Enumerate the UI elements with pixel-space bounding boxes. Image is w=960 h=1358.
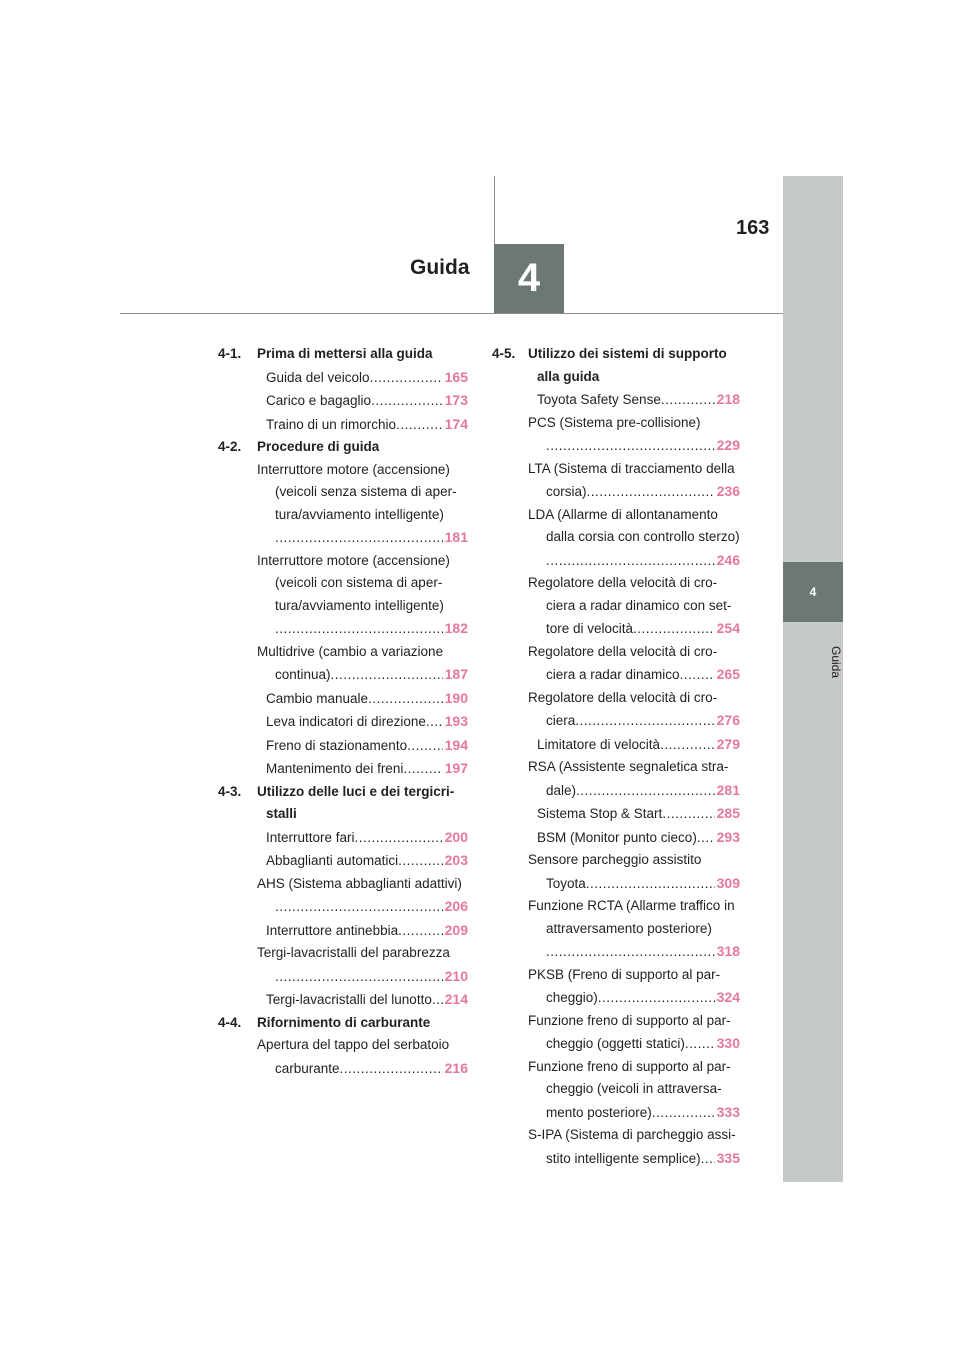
entry-title-line: ciera a radar dinamico con set- bbox=[546, 597, 732, 613]
entry-title-line: LDA (Allarme di allontanamento bbox=[528, 506, 718, 522]
entry-leader-line bbox=[266, 895, 468, 919]
entry-title-line: Interruttore fari bbox=[266, 829, 355, 845]
dot-leader bbox=[575, 710, 714, 733]
toc-entry[interactable] bbox=[218, 826, 468, 850]
toc-entry[interactable] bbox=[218, 413, 468, 437]
entry-title-line: cheggio) bbox=[546, 990, 598, 1005]
entry-title-line: Tergi-lavacristalli del parabrezza bbox=[257, 945, 450, 960]
entry-title-line: PCS (Sistema pre-collisione) bbox=[528, 414, 701, 430]
toc-entry[interactable] bbox=[492, 826, 740, 850]
entry-leader-line bbox=[537, 480, 740, 504]
page-link[interactable]: 165 bbox=[444, 368, 468, 385]
page-link[interactable]: 229 bbox=[716, 437, 740, 453]
entry-title-line: dale) bbox=[546, 782, 577, 798]
entry-title-line: Funzione RCTA (Allarme traffico in bbox=[528, 898, 735, 913]
dot-leader bbox=[701, 1148, 715, 1171]
dot-leader bbox=[275, 966, 443, 989]
page-link[interactable]: 335 bbox=[716, 1149, 740, 1166]
page-link[interactable]: 209 bbox=[444, 921, 468, 938]
dot-leader bbox=[398, 850, 443, 873]
entry-title-line: AHS (Sistema abbaglianti adattivi) bbox=[257, 875, 462, 891]
section-number: 4-5. bbox=[492, 346, 516, 361]
page-link[interactable]: 324 bbox=[716, 989, 740, 1005]
dot-leader bbox=[546, 550, 715, 573]
page-link[interactable]: 194 bbox=[444, 736, 468, 753]
toc-entry[interactable] bbox=[492, 412, 740, 458]
entry-title-line: Interruttore motore (accensione) bbox=[257, 461, 450, 477]
toc-entry[interactable] bbox=[218, 389, 468, 413]
entry-title-line: Mantenimento dei freni bbox=[266, 761, 404, 776]
dot-leader bbox=[403, 758, 442, 781]
entry-leader-line bbox=[266, 965, 468, 989]
toc-entry[interactable] bbox=[492, 1056, 740, 1125]
section-title-line: Utilizzo delle luci e dei tergicri- bbox=[257, 783, 455, 799]
dot-leader bbox=[697, 827, 715, 850]
toc-section-heading bbox=[218, 436, 468, 459]
toc-entry[interactable] bbox=[492, 1124, 740, 1170]
page-link[interactable]: 193 bbox=[444, 713, 468, 729]
entry-leader-line bbox=[537, 549, 740, 573]
page-number: 163 bbox=[736, 217, 770, 239]
toc-left-column bbox=[218, 343, 468, 1080]
entry-leader-line bbox=[266, 710, 468, 734]
dot-leader bbox=[586, 873, 715, 896]
section-title-line: Prima di mettersi alla guida bbox=[257, 346, 433, 361]
entry-leader-line bbox=[266, 687, 468, 711]
chapter-number-box: 4 bbox=[494, 244, 564, 313]
entry-leader-line bbox=[266, 826, 468, 850]
toc-entry[interactable] bbox=[218, 734, 468, 758]
entry-title-line: Traino di un rimorchio bbox=[266, 416, 397, 432]
entry-title-line: (veicoli senza sistema di aper- bbox=[275, 484, 457, 499]
entry-title-line: continua) bbox=[275, 667, 331, 682]
page-link[interactable]: 265 bbox=[716, 666, 740, 682]
dot-leader bbox=[275, 896, 443, 919]
toc-section-heading bbox=[492, 343, 740, 388]
page-link[interactable]: 216 bbox=[444, 1059, 468, 1076]
entry-leader-line bbox=[537, 709, 740, 733]
entry-title-line: ciera a radar dinamico bbox=[546, 667, 680, 682]
entry-title-line: RSA (Assistente segnaletica stra- bbox=[528, 759, 729, 774]
section-title-line: Rifornimento di carburante bbox=[257, 1014, 431, 1030]
entry-leader-line bbox=[537, 388, 740, 412]
entry-leader-line bbox=[266, 413, 468, 437]
toc-entry[interactable] bbox=[218, 873, 468, 919]
entry-title-line: Regolatore della velocità di cro- bbox=[528, 689, 718, 705]
entry-title-line: tore di velocità bbox=[546, 621, 634, 636]
entry-title-line: ciera bbox=[546, 713, 576, 728]
entry-leader-line bbox=[266, 366, 468, 390]
toc-entry[interactable] bbox=[492, 733, 740, 757]
dot-leader bbox=[396, 414, 443, 437]
dot-leader bbox=[275, 527, 443, 550]
entry-title-line: carburante bbox=[275, 1060, 340, 1076]
toc-entry[interactable] bbox=[492, 572, 740, 641]
toc-entry[interactable] bbox=[492, 895, 740, 964]
toc-entry[interactable] bbox=[492, 849, 740, 895]
toc-entry[interactable] bbox=[218, 366, 468, 390]
entry-title-line: Carico e bagaglio bbox=[266, 393, 372, 408]
toc-entry[interactable] bbox=[218, 757, 468, 781]
dot-leader bbox=[546, 435, 715, 458]
page-link[interactable]: 281 bbox=[716, 781, 740, 798]
entry-leader-line bbox=[537, 986, 740, 1010]
section-title-line: stalli bbox=[266, 806, 297, 821]
entry-title-line: Sensore parcheggio assistito bbox=[528, 852, 702, 867]
entry-leader-line bbox=[266, 757, 468, 781]
dot-leader bbox=[598, 987, 715, 1010]
entry-title-line: cheggio (oggetti statici) bbox=[546, 1036, 685, 1051]
dot-leader bbox=[340, 1058, 443, 1081]
toc-entry[interactable] bbox=[218, 687, 468, 711]
page-link[interactable]: 236 bbox=[716, 483, 740, 499]
entry-leader-line bbox=[537, 1101, 740, 1125]
toc-entry[interactable] bbox=[218, 550, 468, 641]
section-number: 4-2. bbox=[218, 439, 242, 454]
toc-section-heading bbox=[218, 343, 468, 366]
page-link[interactable]: 214 bbox=[444, 991, 468, 1007]
toc-entry[interactable] bbox=[492, 802, 740, 826]
dot-leader bbox=[355, 827, 443, 850]
dot-leader bbox=[680, 664, 715, 687]
entry-leader-line bbox=[537, 802, 740, 826]
toc-entry[interactable] bbox=[218, 942, 468, 988]
page-link[interactable]: 318 bbox=[716, 943, 740, 959]
toc-entry[interactable] bbox=[492, 756, 740, 802]
dot-leader bbox=[371, 390, 443, 413]
entry-leader-line bbox=[266, 1057, 468, 1081]
entry-leader-line bbox=[537, 779, 740, 803]
toc-entry[interactable] bbox=[218, 988, 468, 1012]
entry-title-line: BSM (Monitor punto cieco) bbox=[537, 829, 697, 845]
entry-title-line: Toyota bbox=[546, 875, 586, 891]
section-number: 4-3. bbox=[218, 783, 242, 799]
dot-leader bbox=[407, 735, 443, 758]
dot-leader bbox=[370, 367, 443, 390]
entry-leader-line bbox=[537, 826, 740, 850]
entry-leader-line bbox=[266, 919, 468, 943]
entry-title-line: Cambio manuale bbox=[266, 690, 369, 706]
entry-leader-line bbox=[537, 733, 740, 757]
side-tab-number[interactable]: 4 bbox=[783, 562, 843, 622]
dot-leader bbox=[398, 920, 443, 943]
entry-title-line: Abbaglianti automatici bbox=[266, 853, 399, 868]
page-link[interactable]: 173 bbox=[444, 392, 468, 408]
entry-title-line: cheggio (veicoli in attraversa- bbox=[546, 1081, 722, 1096]
entry-leader-line bbox=[266, 617, 468, 641]
entry-title-line: (veicoli con sistema di aper- bbox=[275, 575, 443, 590]
section-title-line: Utilizzo dei sistemi di supporto bbox=[528, 346, 727, 361]
toc-entry[interactable] bbox=[492, 1010, 740, 1056]
entry-title-line: Funzione freno di supporto al par- bbox=[528, 1058, 731, 1074]
entry-leader-line bbox=[537, 663, 740, 687]
toc-entry[interactable] bbox=[218, 849, 468, 873]
entry-title-line: Sistema Stop & Start bbox=[537, 806, 663, 821]
entry-title-line: stito intelligente semplice) bbox=[546, 1150, 701, 1166]
page-link[interactable]: 309 bbox=[716, 874, 740, 891]
page-link[interactable]: 203 bbox=[444, 852, 468, 868]
toc-entry[interactable] bbox=[218, 919, 468, 943]
entry-leader-line bbox=[537, 434, 740, 458]
page-link[interactable]: 293 bbox=[716, 828, 740, 845]
toc-entry[interactable] bbox=[492, 388, 740, 412]
toc-entry[interactable] bbox=[492, 458, 740, 504]
toc-entry[interactable] bbox=[492, 964, 740, 1010]
header-horizontal-rule bbox=[120, 313, 783, 314]
entry-title-line: Funzione freno di supporto al par- bbox=[528, 1012, 731, 1028]
dot-leader bbox=[368, 688, 443, 711]
entry-title-line: Tergi-lavacristalli del lunotto bbox=[266, 992, 432, 1007]
page-link[interactable]: 190 bbox=[444, 689, 468, 706]
page-link[interactable]: 182 bbox=[444, 620, 468, 636]
side-tab-label: Guida bbox=[829, 645, 843, 679]
entry-leader-line bbox=[266, 663, 468, 687]
entry-leader-line bbox=[537, 1032, 740, 1056]
page-link[interactable]: 276 bbox=[716, 712, 740, 728]
toc-entry[interactable] bbox=[492, 687, 740, 733]
dot-leader bbox=[546, 941, 715, 964]
entry-title-line: corsia) bbox=[546, 484, 587, 499]
entry-leader-line bbox=[537, 872, 740, 896]
entry-title-line: S-IPA (Sistema di parcheggio assi- bbox=[528, 1127, 736, 1142]
entry-title-line: Freno di stazionamento bbox=[266, 737, 408, 753]
toc-section-heading bbox=[218, 1012, 468, 1035]
dot-leader bbox=[576, 780, 715, 803]
dot-leader bbox=[685, 1033, 715, 1056]
entry-title-line: PKSB (Freno di supporto al par- bbox=[528, 966, 721, 982]
toc-entry[interactable] bbox=[492, 504, 740, 573]
page-link[interactable]: 200 bbox=[444, 828, 468, 845]
page-link[interactable]: 330 bbox=[716, 1035, 740, 1051]
entry-title-line: tura/avviamento intelligente) bbox=[275, 506, 444, 522]
section-number: 4-4. bbox=[218, 1014, 242, 1030]
entry-leader-line bbox=[537, 940, 740, 964]
dot-leader bbox=[275, 618, 443, 641]
entry-title-line: tura/avviamento intelligente) bbox=[275, 597, 444, 613]
entry-title-line: Leva indicatori di direzione bbox=[266, 714, 426, 729]
page-link[interactable]: 187 bbox=[444, 666, 468, 682]
page-link[interactable]: 246 bbox=[716, 551, 740, 568]
page-link[interactable]: 285 bbox=[716, 805, 740, 821]
page-link[interactable]: 254 bbox=[716, 620, 740, 636]
toc-entry[interactable] bbox=[218, 641, 468, 687]
dot-leader bbox=[662, 803, 714, 826]
entry-title-line: Regolatore della velocità di cro- bbox=[528, 643, 718, 659]
toc-section-heading bbox=[218, 781, 468, 826]
dot-leader bbox=[652, 1102, 715, 1125]
entry-leader-line bbox=[537, 1147, 740, 1171]
dot-leader bbox=[661, 389, 715, 412]
entry-title-line: Toyota Safety Sense bbox=[537, 392, 661, 407]
section-title-line: Procedure di guida bbox=[257, 439, 380, 454]
dot-leader bbox=[633, 618, 715, 641]
entry-title-line: attraversamento posteriore) bbox=[546, 920, 712, 936]
toc-right-column bbox=[492, 343, 740, 1170]
page-link[interactable]: 333 bbox=[716, 1103, 740, 1120]
page-link[interactable]: 218 bbox=[716, 391, 740, 407]
entry-title-line: dalla corsia con controllo sterzo) bbox=[546, 529, 740, 544]
dot-leader bbox=[587, 481, 715, 504]
entry-leader-line bbox=[266, 389, 468, 413]
entry-title-line: Regolatore della velocità di cro- bbox=[528, 575, 718, 590]
toc-entry[interactable] bbox=[492, 641, 740, 687]
dot-leader bbox=[426, 711, 443, 734]
toc-entry[interactable] bbox=[218, 1034, 468, 1080]
page-link[interactable]: 210 bbox=[444, 967, 468, 984]
entry-leader-line bbox=[537, 617, 740, 641]
dot-leader bbox=[331, 664, 443, 687]
entry-title-line: Interruttore antinebbia bbox=[266, 922, 399, 938]
entry-title-line: Multidrive (cambio a variazione bbox=[257, 643, 444, 659]
page-link[interactable]: 206 bbox=[444, 898, 468, 914]
entry-leader-line bbox=[266, 849, 468, 873]
entry-leader-line bbox=[266, 734, 468, 758]
entry-leader-line bbox=[266, 988, 468, 1012]
page-link[interactable]: 197 bbox=[444, 760, 468, 776]
page-link[interactable]: 174 bbox=[444, 415, 468, 432]
entry-title-line: LTA (Sistema di tracciamento della bbox=[528, 460, 735, 476]
page-link[interactable]: 181 bbox=[444, 529, 468, 545]
entry-leader-line bbox=[266, 526, 468, 550]
entry-title-line: Apertura del tappo del serbatoio bbox=[257, 1037, 450, 1052]
toc-entry[interactable] bbox=[218, 459, 468, 550]
page-link[interactable]: 279 bbox=[716, 735, 740, 752]
section-number: 4-1. bbox=[218, 346, 242, 361]
dot-leader bbox=[660, 734, 715, 757]
entry-title-line: Interruttore motore (accensione) bbox=[257, 552, 450, 568]
dot-leader bbox=[432, 989, 443, 1012]
entry-title-line: Limitatore di velocità bbox=[537, 736, 661, 752]
entry-title-line: Guida del veicolo bbox=[266, 369, 370, 385]
toc-entry[interactable] bbox=[218, 710, 468, 734]
section-title-line: alla guida bbox=[537, 368, 600, 384]
entry-title-line: mento posteriore) bbox=[546, 1104, 652, 1120]
chapter-title: Guida bbox=[410, 256, 470, 279]
